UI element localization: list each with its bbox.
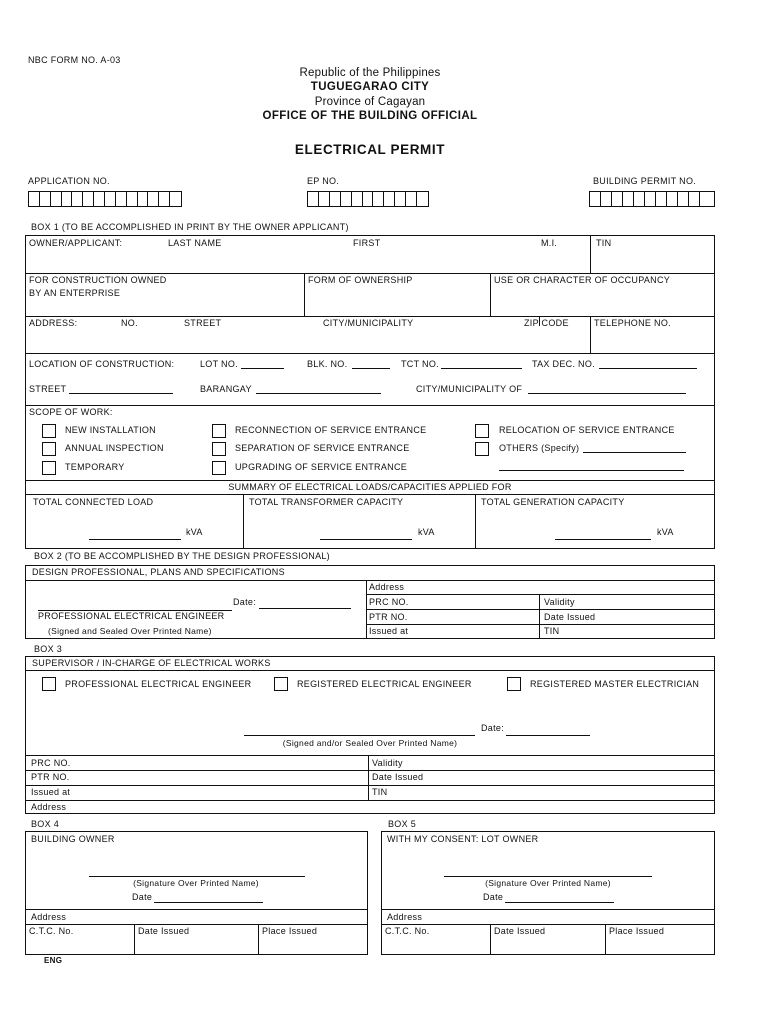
box4-signature-label: (Signature Over Printed Name) xyxy=(133,878,259,888)
box3-tin-label: TIN xyxy=(372,787,388,797)
application-no-label: APPLICATION NO. xyxy=(28,176,110,186)
box3-validity-label: Validity xyxy=(372,758,403,768)
separation-label: SEPARATION OF SERVICE ENTRANCE xyxy=(235,443,410,453)
box3-date-label: Date: xyxy=(481,723,505,733)
box2-pee-label: PROFESSIONAL ELECTRICAL ENGINEER xyxy=(38,611,225,621)
construction-owned-label: FOR CONSTRUCTION OWNED xyxy=(29,275,167,285)
relocation-label: RELOCATION OF SERVICE ENTRANCE xyxy=(499,425,675,435)
relocation-checkbox[interactable] xyxy=(475,424,489,438)
transformer-line[interactable] xyxy=(320,539,412,540)
box2-address-label: Address xyxy=(369,582,405,592)
box4-frame xyxy=(25,831,368,955)
by-enterprise-label: BY AN ENTERPRISE xyxy=(29,288,121,298)
box3-date-issued-label: Date Issued xyxy=(372,772,424,782)
box3-rme-checkbox[interactable] xyxy=(507,677,521,691)
owner-applicant-label: OWNER/APPLICANT: xyxy=(29,238,123,248)
box4-address-label: Address xyxy=(31,912,67,922)
upgrading-label: UPGRADING OF SERVICE ENTRANCE xyxy=(235,462,408,472)
box4-place-issued-label: Place Issued xyxy=(262,926,318,936)
new-installation-checkbox[interactable] xyxy=(42,424,56,438)
box2-date-issued-label: Date Issued xyxy=(544,612,596,622)
tax-dec-no-label: TAX DEC. NO. xyxy=(532,359,595,369)
box5-date-issued-label: Date Issued xyxy=(494,926,546,936)
new-installation-label: NEW INSTALLATION xyxy=(65,425,156,435)
republic-line: Republic of the Philippines xyxy=(299,67,441,79)
temporary-checkbox[interactable] xyxy=(42,461,56,475)
lot-no-line[interactable] xyxy=(241,368,284,369)
city-of-line[interactable] xyxy=(528,393,686,394)
total-transformer-label: TOTAL TRANSFORMER CAPACITY xyxy=(249,497,404,507)
box3-signed-label: (Signed and/or Sealed Over Printed Name) xyxy=(282,738,458,748)
first-name-label: FIRST xyxy=(353,238,381,248)
use-of-occupancy-label: USE OR CHARACTER OF OCCUPANCY xyxy=(494,275,671,285)
last-name-label: LAST NAME xyxy=(168,238,222,248)
building-permit-no-label: BUILDING PERMIT NO. xyxy=(593,176,697,186)
tct-no-line[interactable] xyxy=(441,368,522,369)
address-label: ADDRESS: xyxy=(29,318,78,328)
box5-place-issued-label: Place Issued xyxy=(609,926,665,936)
blk-no-line[interactable] xyxy=(352,368,390,369)
box4-ctc-no-label: C.T.C. No. xyxy=(29,926,74,936)
box4-signature-line[interactable] xyxy=(89,876,305,877)
connected-load-line[interactable] xyxy=(89,539,181,540)
box5-ctc-no-label: C.T.C. No. xyxy=(385,926,430,936)
barangay-label: BARANGAY xyxy=(200,384,252,394)
address-no-label: NO. xyxy=(121,318,138,328)
scope-of-work-label: SCOPE OF WORK: xyxy=(29,407,113,417)
box3-ptr-no-label: PTR NO. xyxy=(31,772,70,782)
box2-validity-label: Validity xyxy=(544,597,575,607)
supervisor-heading: SUPERVISOR / IN-CHARGE OF ELECTRICAL WORKS xyxy=(32,658,271,668)
box3-signature-line[interactable] xyxy=(244,735,475,736)
city-of-label: CITY/MUNICIPALITY OF xyxy=(416,384,523,394)
generation-line[interactable] xyxy=(555,539,651,540)
box3-pee-checkbox[interactable] xyxy=(42,677,56,691)
box5-date-line[interactable] xyxy=(505,902,614,903)
box2-prc-no-label: PRC NO. xyxy=(369,597,409,607)
box3-ree-label: REGISTERED ELECTRICAL ENGINEER xyxy=(297,679,472,689)
transformer-unit: kVA xyxy=(418,527,435,537)
city-line: TUGUEGARAO CITY xyxy=(310,81,430,93)
others-specify-line-2[interactable] xyxy=(499,470,684,471)
others-specify-line[interactable] xyxy=(583,452,686,453)
box5-date-label: Date xyxy=(483,892,504,902)
box3-heading: BOX 3 xyxy=(34,644,63,654)
annual-inspection-checkbox[interactable] xyxy=(42,442,56,456)
box5-signature-line[interactable] xyxy=(444,876,652,877)
application-no-input[interactable] xyxy=(28,191,182,207)
box5-signature-label: (Signature Over Printed Name) xyxy=(485,878,611,888)
box2-ptr-no-label: PTR NO. xyxy=(369,612,408,622)
box3-pee-label: PROFESSIONAL ELECTRICAL ENGINEER xyxy=(65,679,252,689)
others-checkbox[interactable] xyxy=(475,442,489,456)
location-street-label: STREET xyxy=(29,384,67,394)
zip-code-label: ZIP CODE xyxy=(524,318,569,328)
page-title: ELECTRICAL PERMIT xyxy=(294,142,446,157)
temporary-label: TEMPORARY xyxy=(65,462,125,472)
blk-no-label: BLK. NO. xyxy=(307,359,348,369)
generation-unit: kVA xyxy=(657,527,674,537)
box5-frame xyxy=(381,831,715,955)
others-label: OTHERS (Specify) xyxy=(499,443,580,453)
box3-date-line[interactable] xyxy=(506,735,590,736)
box4-date-issued-label: Date Issued xyxy=(138,926,190,936)
upgrading-checkbox[interactable] xyxy=(212,461,226,475)
box2-issued-at-label: Issued at xyxy=(369,626,409,636)
box2-signed-label: (Signed and Sealed Over Printed Name) xyxy=(48,626,212,636)
ep-no-label: EP NO. xyxy=(307,176,340,186)
building-permit-no-input[interactable] xyxy=(589,191,715,207)
form-number: NBC FORM NO. A-03 xyxy=(28,55,121,65)
box4-date-label: Date xyxy=(132,892,153,902)
location-label: LOCATION OF CONSTRUCTION: xyxy=(29,359,175,369)
total-generation-label: TOTAL GENERATION CAPACITY xyxy=(481,497,625,507)
box2-heading: BOX 2 (TO BE ACCOMPLISHED BY THE DESIGN PROFESSIONAL) xyxy=(34,551,330,561)
reconnection-label: RECONNECTION OF SERVICE ENTRANCE xyxy=(235,425,427,435)
box4-heading: BOX 4 xyxy=(31,819,60,829)
box1-heading: BOX 1 (TO BE ACCOMPLISHED IN PRINT BY THE OWNER APPLICANT) xyxy=(31,222,349,232)
footer-code: ENG xyxy=(44,956,63,965)
separation-checkbox[interactable] xyxy=(212,442,226,456)
box5-address-label: Address xyxy=(387,912,423,922)
box2-tin-label: TIN xyxy=(544,626,560,636)
address-street-label: STREET xyxy=(184,318,222,328)
barangay-line[interactable] xyxy=(256,393,381,394)
box3-issued-at-label: Issued at xyxy=(31,787,71,797)
lot-no-label: LOT NO. xyxy=(200,359,238,369)
tct-no-label: TCT NO. xyxy=(401,359,439,369)
total-connected-load-label: TOTAL CONNECTED LOAD xyxy=(33,497,154,507)
address-city-label: CITY/MUNICIPALITY xyxy=(323,318,414,328)
box2-date-label: Date: xyxy=(233,597,257,607)
telephone-label: TELEPHONE NO. xyxy=(594,318,671,328)
ep-no-input[interactable] xyxy=(307,191,429,207)
design-professional-heading: DESIGN PROFESSIONAL, PLANS AND SPECIFICATIONS xyxy=(32,567,285,577)
province-line: Province of Cagayan xyxy=(314,96,426,108)
owner-tin-label: TIN xyxy=(596,238,612,248)
form-of-ownership-label: FORM OF OWNERSHIP xyxy=(308,275,413,285)
reconnection-checkbox[interactable] xyxy=(212,424,226,438)
office-line: OFFICE OF THE BUILDING OFFICIAL xyxy=(262,110,478,122)
box3-ree-checkbox[interactable] xyxy=(274,677,288,691)
annual-inspection-label: ANNUAL INSPECTION xyxy=(65,443,164,453)
box4-date-line[interactable] xyxy=(154,902,263,903)
middle-initial-label: M.I. xyxy=(541,238,558,248)
box3-prc-no-label: PRC NO. xyxy=(31,758,71,768)
location-street-line[interactable] xyxy=(69,393,173,394)
building-owner-label: BUILDING OWNER xyxy=(31,834,115,844)
box5-heading: BOX 5 xyxy=(388,819,417,829)
connected-load-unit: kVA xyxy=(186,527,203,537)
tax-dec-no-line[interactable] xyxy=(599,368,697,369)
summary-heading: SUMMARY OF ELECTRICAL LOADS/CAPACITIES APPLIED FOR xyxy=(228,482,512,492)
box2-date-line[interactable] xyxy=(259,608,351,609)
lot-owner-consent-label: WITH MY CONSENT: LOT OWNER xyxy=(387,834,539,844)
box3-address-label: Address xyxy=(31,802,67,812)
box3-rme-label: REGISTERED MASTER ELECTRICIAN xyxy=(530,679,700,689)
